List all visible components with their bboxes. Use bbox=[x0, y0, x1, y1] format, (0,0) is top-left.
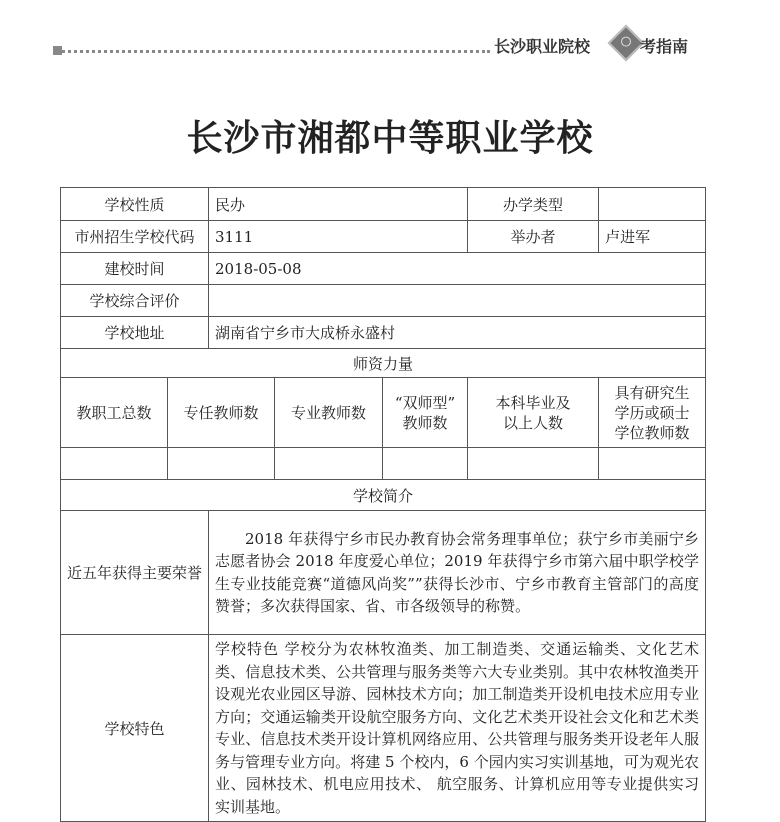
faculty-value-cell bbox=[383, 448, 468, 480]
header-rule bbox=[57, 50, 490, 53]
row-features bbox=[61, 635, 706, 822]
faculty-header-cell: 具有研究生 学历或硕士 学位教师数 bbox=[599, 378, 706, 448]
honors-label: 近五年获得主要荣誉 bbox=[61, 511, 209, 635]
header-logo-icon bbox=[608, 25, 645, 62]
row-honors bbox=[61, 511, 706, 635]
faculty-header-cell: 教职工总数 bbox=[61, 378, 168, 448]
page-title: 长沙市湘都中等职业学校 bbox=[186, 118, 594, 159]
faculty-header-cell: 专任教师数 bbox=[168, 378, 275, 448]
header-left-text: 长沙职业院校 bbox=[494, 37, 591, 56]
faculty-header-cell: 本科毕业及 以上人数 bbox=[468, 378, 599, 448]
features-text: 学校特色 学校分为农林牧渔类、加工制造类、交通运输类、文化艺术类、信息技术类、公共管理与服务类等六大专业类别。其中农林牧渔类开设观光农业园区导游、园林技术方向；加工制造类开设机电技术应用专业方向；交通运输类开设航空服务方向、文化艺术类开设社会文化和艺术类专业、信息技术类开设计算机网络应用、公共管理与服务类开设老年人服务与管理专业方向。将建 5 个校内，6 个园内实习实训基地，可为观光农业、园林技术、机电应用技术、 航空服务、计算机应用等专业提供实习实训基地。 bbox=[209, 635, 706, 822]
school-type-value bbox=[599, 188, 706, 221]
honors-text: 2018 年获得宁乡市民办教育协会常务理事单位；获宁乡市美丽宁乡志愿者协会 2018 年度爱心单位；2019 年获得宁乡市第六届中职学校学生专业技能竞赛“道德风尚奖””获得长沙市、宁乡市教育主管部门的高度赞誉；多次获得国家、省、市各级领导的称赞。 bbox=[209, 511, 706, 635]
faculty-value-cell bbox=[468, 448, 599, 480]
faculty-value-row bbox=[61, 448, 706, 480]
address-value: 湖南省宁乡市大成桥永盛村 bbox=[209, 317, 706, 349]
founded-value: 2018-05-08 bbox=[209, 253, 706, 285]
faculty-value-cell bbox=[168, 448, 275, 480]
code-value: 3111 bbox=[209, 221, 468, 253]
faculty-section-title: 师资力量 bbox=[61, 349, 706, 378]
evaluation-value bbox=[209, 285, 706, 317]
address-label: 学校地址 bbox=[61, 317, 209, 349]
faculty-header-cell: 专业教师数 bbox=[275, 378, 383, 448]
row-code bbox=[61, 221, 706, 253]
evaluation-label: 学校综合评价 bbox=[61, 285, 209, 317]
faculty-value-cell bbox=[599, 448, 706, 480]
intro-section-title: 学校简介 bbox=[61, 480, 706, 511]
school-info-table bbox=[60, 187, 706, 822]
faculty-value-cell bbox=[61, 448, 168, 480]
sponsor-label: 举办者 bbox=[468, 221, 599, 253]
row-faculty-title bbox=[61, 349, 706, 378]
school-nature-value: 民办 bbox=[209, 188, 468, 221]
header-right-text: 考指南 bbox=[640, 37, 689, 56]
sponsor-value: 卢进军 bbox=[599, 221, 706, 253]
row-founded bbox=[61, 253, 706, 285]
features-label: 学校特色 bbox=[61, 635, 209, 822]
founded-label: 建校时间 bbox=[61, 253, 209, 285]
row-evaluation bbox=[61, 285, 706, 317]
faculty-header-row bbox=[61, 378, 706, 448]
school-nature-label: 学校性质 bbox=[61, 188, 209, 221]
faculty-value-cell bbox=[275, 448, 383, 480]
row-school-nature bbox=[61, 188, 706, 221]
row-address bbox=[61, 317, 706, 349]
row-intro-title bbox=[61, 480, 706, 511]
school-type-label: 办学类型 bbox=[468, 188, 599, 221]
code-label: 市州招生学校代码 bbox=[61, 221, 209, 253]
faculty-header-cell: “双师型” 教师数 bbox=[383, 378, 468, 448]
